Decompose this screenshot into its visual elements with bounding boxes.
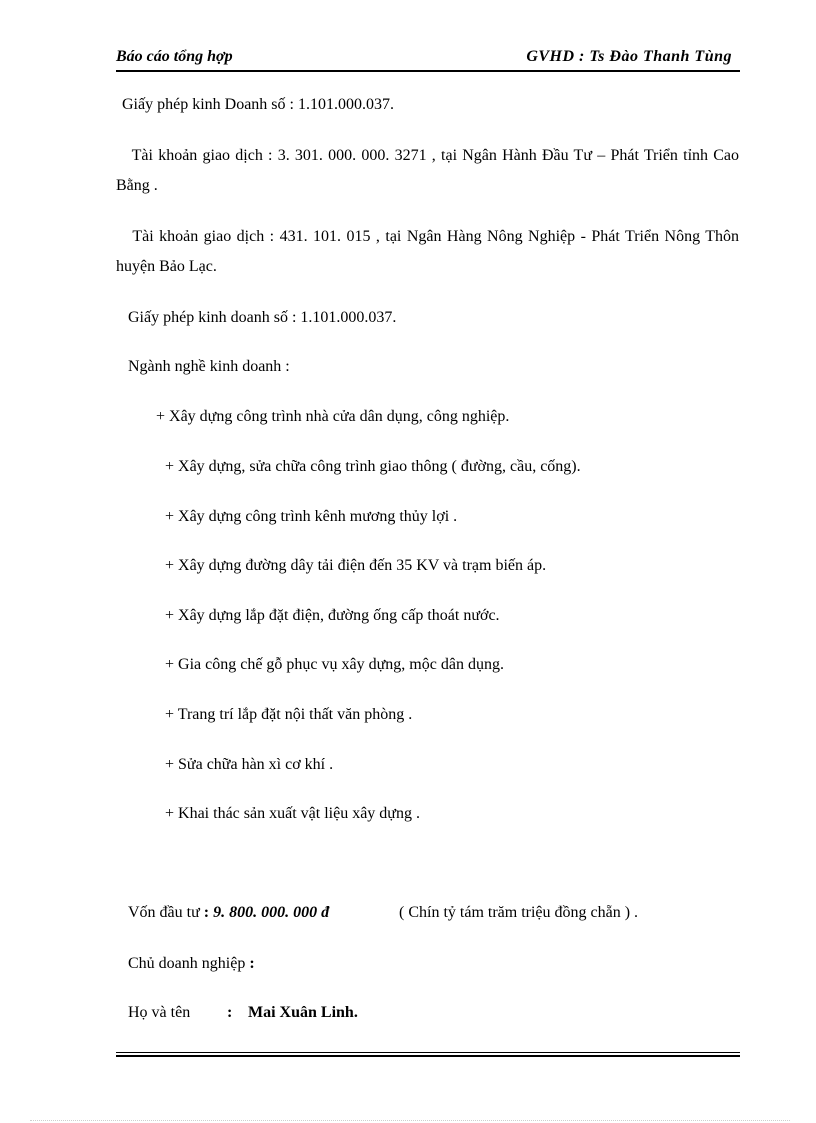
- business-item: + Xây dựng lắp đặt điện, đường ống cấp thoát nước.: [165, 607, 500, 624]
- page-header: [116, 46, 740, 70]
- page-bottom-dotted-edge: [30, 1120, 790, 1121]
- owner-heading-label: Chủ doanh nghiệp: [128, 955, 246, 972]
- capital-colon: :: [199, 904, 214, 921]
- license-line-2: Giấy phép kinh doanh số : 1.101.000.037.: [128, 309, 397, 326]
- account-text-2: Tài khoản giao dịch : 431. 101. 015 , tại Ngân Hàng Nông Nghiệp - Phát Triển Nông Thôn huyện Bảo Lạc.: [116, 228, 740, 275]
- business-item: + Khai thác sản xuất vật liệu xây dựng .: [165, 805, 420, 822]
- business-item: + Xây dựng công trình kênh mương thủy lợi .: [165, 508, 458, 525]
- footer-rule-thin: [116, 1052, 740, 1053]
- business-item: + Sửa chữa hàn xì cơ khí .: [165, 756, 334, 773]
- capital-in-words: ( Chín tỷ tám trăm triệu đồng chẵn ) .: [399, 904, 639, 921]
- capital-amount: 9. 800. 000. 000 đ: [213, 904, 330, 921]
- business-item: + Xây dựng công trình nhà cửa dân dụng, công nghiệp.: [156, 408, 510, 425]
- owner-heading: [128, 954, 255, 974]
- capital-label: Vốn đầu tư: [128, 904, 200, 921]
- capital-line: [128, 903, 329, 923]
- account-text-1: Tài khoản giao dịch : 3. 301. 000. 000. 3271 , tại Ngân Hành Đầu Tư – Phát Triển tỉnh Cao Bằng .: [116, 147, 740, 194]
- owner-heading-colon: :: [245, 955, 255, 972]
- owner-name: Mai Xuân Linh.: [248, 1004, 358, 1021]
- footer-rule-thick: [116, 1055, 740, 1057]
- header-rule: [116, 70, 740, 72]
- business-item: + Xây dựng đường dây tải điện đến 35 KV và trạm biến áp.: [165, 557, 547, 574]
- business-item: + Gia công chế gỗ phục vụ xây dựng, mộc dân dụng.: [165, 656, 504, 673]
- owner-name-label: Họ và tên: [128, 1004, 191, 1021]
- business-item: + Xây dựng, sửa chữa công trình giao thông ( đường, cầu, cống).: [165, 458, 581, 475]
- account-paragraph-2: [116, 222, 739, 282]
- business-heading: Ngành nghề kinh doanh :: [128, 358, 290, 375]
- license-line-1: Giấy phép kinh Doanh số : 1.101.000.037.: [122, 96, 394, 113]
- account-paragraph-1: [116, 141, 739, 201]
- business-item: + Trang trí lắp đặt nội thất văn phòng .: [165, 706, 413, 723]
- header-title: Báo cáo tổng hợp: [116, 48, 233, 65]
- header-supervisor: GVHD : Ts Đào Thanh Tùng: [526, 48, 732, 65]
- owner-name-colon: :: [227, 1004, 233, 1021]
